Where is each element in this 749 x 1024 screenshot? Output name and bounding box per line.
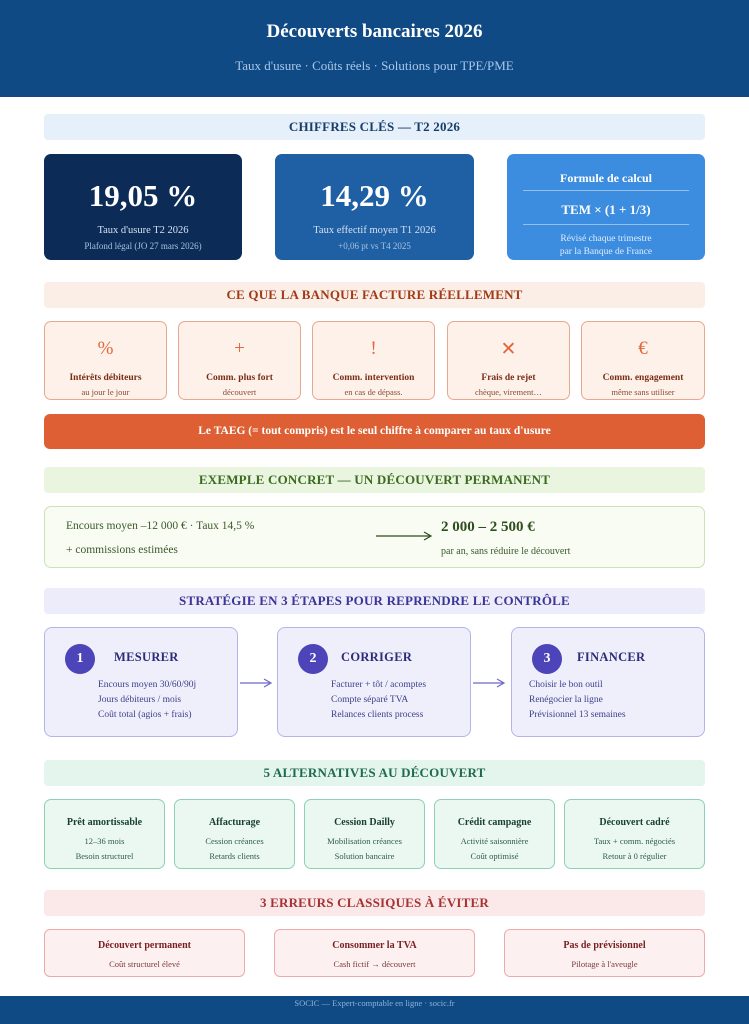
euro-icon: € (638, 338, 648, 359)
alternative-title: Crédit campagne (457, 817, 532, 828)
fee-card-rejection (447, 321, 570, 400)
example-amount: 2 000 – 2 500 € (441, 519, 535, 535)
alternative-line1: Cession créances (205, 836, 264, 846)
step-number: 1 (65, 644, 95, 674)
fee-card-highest-overdraft (178, 321, 301, 400)
step-item: Relances clients process (331, 710, 424, 720)
alternative-title: Prêt amortissable (66, 817, 143, 828)
usury-rate-label: Taux d'usure T2 2026 (97, 225, 189, 236)
alternative-line1: 12–36 mois (84, 836, 125, 846)
plus-icon: + (234, 338, 245, 359)
step-item: Compte séparé TVA (331, 695, 409, 705)
fee-title: Comm. plus fort (206, 373, 273, 383)
error-card-permanent (44, 929, 245, 977)
alternative-card-loan (44, 799, 165, 869)
alternative-line1: Activité saisonnière (460, 836, 529, 846)
arrow-right-icon (472, 676, 506, 690)
alternative-line2: Retards clients (209, 851, 260, 861)
page-subtitle: Taux d'usure · Coûts réels · Solutions pour TPE/PME (235, 58, 514, 73)
step-item: Jours débiteurs / mois (98, 695, 182, 705)
average-rate-label: Taux effectif moyen T1 2026 (313, 225, 436, 236)
example-line1: Encours moyen –12 000 € · Taux 14,5 % (66, 520, 255, 532)
step-item: Prévisionnel 13 semaines (529, 710, 626, 720)
usury-rate-card (44, 154, 242, 260)
error-title: Consommer la TVA (332, 940, 417, 951)
formula-note-line2: par la Banque de France (559, 247, 653, 257)
cross-icon: ✕ (500, 339, 517, 360)
fee-title: Comm. intervention (332, 373, 415, 383)
alternative-title: Cession Dailly (334, 817, 395, 828)
error-title: Découvert permanent (97, 940, 192, 951)
step-card-correct (277, 627, 471, 737)
fee-subtitle: au jour le jour (81, 387, 130, 397)
section-heading-example: EXEMPLE CONCRET — UN DÉCOUVERT PERMANENT (44, 467, 705, 493)
fee-title: Intérêts débiteurs (69, 373, 142, 383)
example-amount-note: par an, sans réduire le découvert (441, 546, 571, 557)
alternative-card-campaign (434, 799, 555, 869)
arrow-right-icon (375, 529, 433, 543)
fee-title: Comm. engagement (602, 373, 684, 383)
alternative-line2: Solution bancaire (334, 851, 395, 861)
example-card (44, 506, 705, 568)
example-line2: + commissions estimées (66, 544, 178, 556)
alternative-title: Découvert cadré (599, 817, 670, 828)
section-heading-alternatives: 5 ALTERNATIVES AU DÉCOUVERT (44, 760, 705, 786)
usury-rate-note: Plafond légal (JO 27 mars 2026) (84, 241, 202, 251)
percent-icon: % (97, 338, 114, 359)
step-item: Facturer + tôt / acomptes (331, 680, 427, 690)
alternative-line2: Besoin structurel (75, 851, 134, 861)
alternative-title: Affacturage (208, 817, 261, 828)
average-rate-card (275, 154, 474, 260)
section-heading-key-figures: CHIFFRES CLÉS — T2 2026 (44, 114, 705, 140)
average-rate-note: +0,06 pt vs T4 2025 (338, 241, 411, 251)
fee-title: Frais de rejet (481, 373, 536, 383)
step-title: FINANCER (577, 650, 646, 664)
step-card-finance (511, 627, 705, 737)
step-item: Encours moyen 30/60/90j (98, 680, 197, 690)
alternative-line1: Taux + comm. négociés (593, 836, 676, 846)
fee-card-commitment (581, 321, 705, 400)
step-title: MESURER (114, 650, 179, 664)
page-header (0, 0, 749, 97)
error-title: Pas de prévisionnel (563, 940, 646, 951)
error-subtitle: Cash fictif → découvert (333, 959, 416, 969)
fee-subtitle: chèque, virement… (474, 387, 543, 397)
usury-rate-value: 19,05 % (88, 178, 198, 213)
fee-subtitle: en cas de dépass. (344, 387, 403, 397)
error-card-forecast (504, 929, 705, 977)
step-item: Renégocier la ligne (529, 695, 603, 705)
average-rate-value: 14,29 % (320, 178, 429, 213)
fee-card-interest (44, 321, 167, 400)
page-footer: SOCIC — Expert-comptable en ligne · socic.fr (0, 996, 749, 1024)
formula-title: Formule de calcul (560, 171, 652, 185)
section-heading-errors: 3 ERREURS CLASSIQUES À ÉVITER (44, 890, 705, 916)
page-title: Découverts bancaires 2026 (266, 21, 483, 42)
alternative-line2: Coût optimisé (470, 851, 519, 861)
step-title: CORRIGER (341, 650, 413, 664)
step-item: Choisir le bon outil (529, 680, 603, 690)
alternative-line1: Mobilisation créances (327, 836, 402, 846)
alternative-card-framed-overdraft (564, 799, 705, 869)
fee-subtitle: découvert (222, 387, 257, 397)
alternative-card-dailly (304, 799, 425, 869)
fee-card-intervention (312, 321, 435, 400)
fee-subtitle: même sans utiliser (611, 387, 675, 397)
step-number: 2 (298, 644, 328, 674)
section-heading-strategy: STRATÉGIE EN 3 ÉTAPES POUR REPRENDRE LE CONTRÔLE (44, 588, 705, 614)
section-heading-fees: CE QUE LA BANQUE FACTURE RÉELLEMENT (44, 282, 705, 308)
formula-expression: TEM × (1 + 1/3) (561, 202, 651, 217)
exclamation-icon: ! (370, 338, 377, 359)
step-card-measure (44, 627, 238, 737)
error-subtitle: Pilotage à l'aveugle (571, 959, 638, 969)
error-card-vat (274, 929, 475, 977)
step-item: Coût total (agios + frais) (98, 710, 192, 720)
formula-divider-top (523, 190, 689, 191)
arrow-right-icon (239, 676, 273, 690)
formula-card (507, 154, 705, 260)
step-number: 3 (532, 644, 562, 674)
error-subtitle: Coût structurel élevé (109, 959, 180, 969)
alternative-line2: Retour à 0 régulier (602, 851, 667, 861)
formula-note-line1: Révisé chaque trimestre (560, 234, 652, 244)
taeg-banner: Le TAEG (= tout compris) est le seul chiffre à comparer au taux d'usure (44, 414, 705, 449)
formula-divider-bottom (523, 224, 689, 225)
alternative-card-factoring (174, 799, 295, 869)
